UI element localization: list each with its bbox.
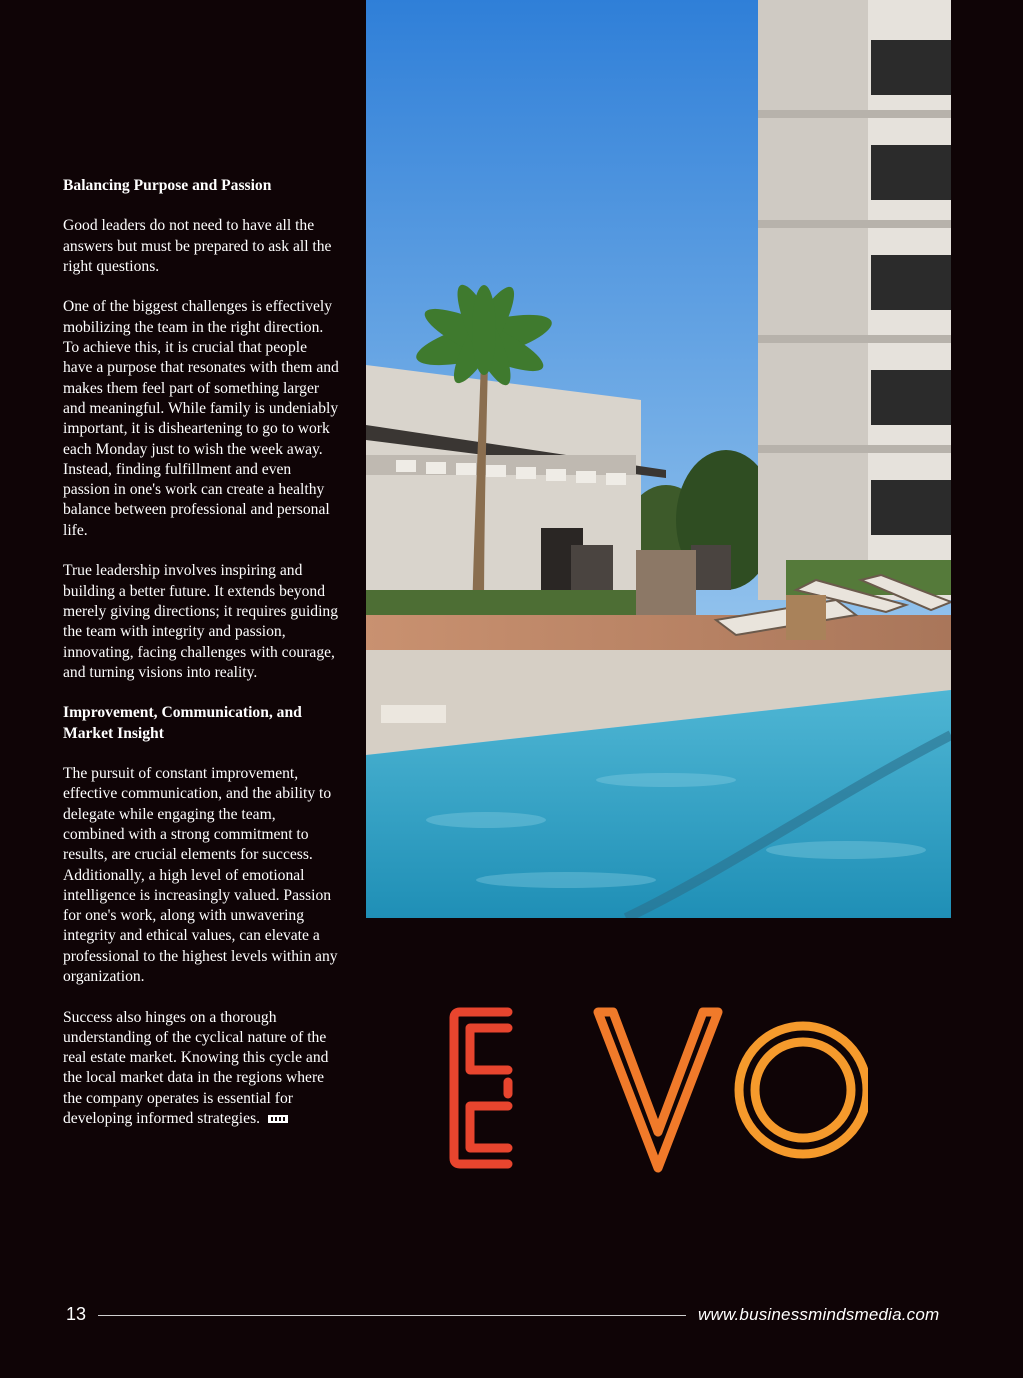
paragraph: Good leaders do not need to have all the answers but must be prepared to ask all the right questions.: [63, 217, 332, 275]
pool-building-photo: [366, 0, 951, 918]
paragraph: One of the biggest challenges is effectively mobilizing the team in the right direction. To achieve this, it is crucial that people have a purpose that resonates with them and makes them feel part of something larger and meaningful. While family is undeniably important, it is disheartening to go to work each Monday just to wish the week away. Instead, finding fulfillment and even passion in one's work can create a healthy balance between professional and personal life.: [63, 298, 339, 539]
page-number: 13: [66, 1304, 87, 1324]
section-heading: Improvement, Communication, and Market Insight: [63, 704, 302, 742]
end-mark-icon: [268, 1115, 288, 1123]
section-heading: Balancing Purpose and Passion: [63, 177, 272, 194]
paragraph: True leadership involves inspiring and building a better future. It extends beyond merely giving directions; it requires guiding the team with integrity and passion, innovating, facing challenges with courage, and turning visions into reality.: [63, 562, 338, 681]
article-column: [63, 176, 339, 1150]
footer-divider: [98, 1315, 686, 1316]
paragraph: The pursuit of constant improvement, effective communication, and the ability to delegate while engaging the team, combined with a strong commitment to results, are crucial elements for success. Additionally, a high level of emotional intelligence is increasingly valued. Passion for one's work, along with unwavering integrity and ethical values, can elevate a professional to the highest levels within any organization.: [63, 765, 338, 985]
evo-logo: [448, 1000, 868, 1178]
paragraph-last: [63, 1008, 339, 1130]
website-url[interactable]: www.businessmindsmedia.com: [698, 1305, 940, 1324]
paragraph-text: Success also hinges on a thorough understanding of the cyclical nature of the real estate market. Knowing this cycle and the local market data in the regions where the company operates is essential for developing informed strategies.: [63, 1008, 329, 1128]
